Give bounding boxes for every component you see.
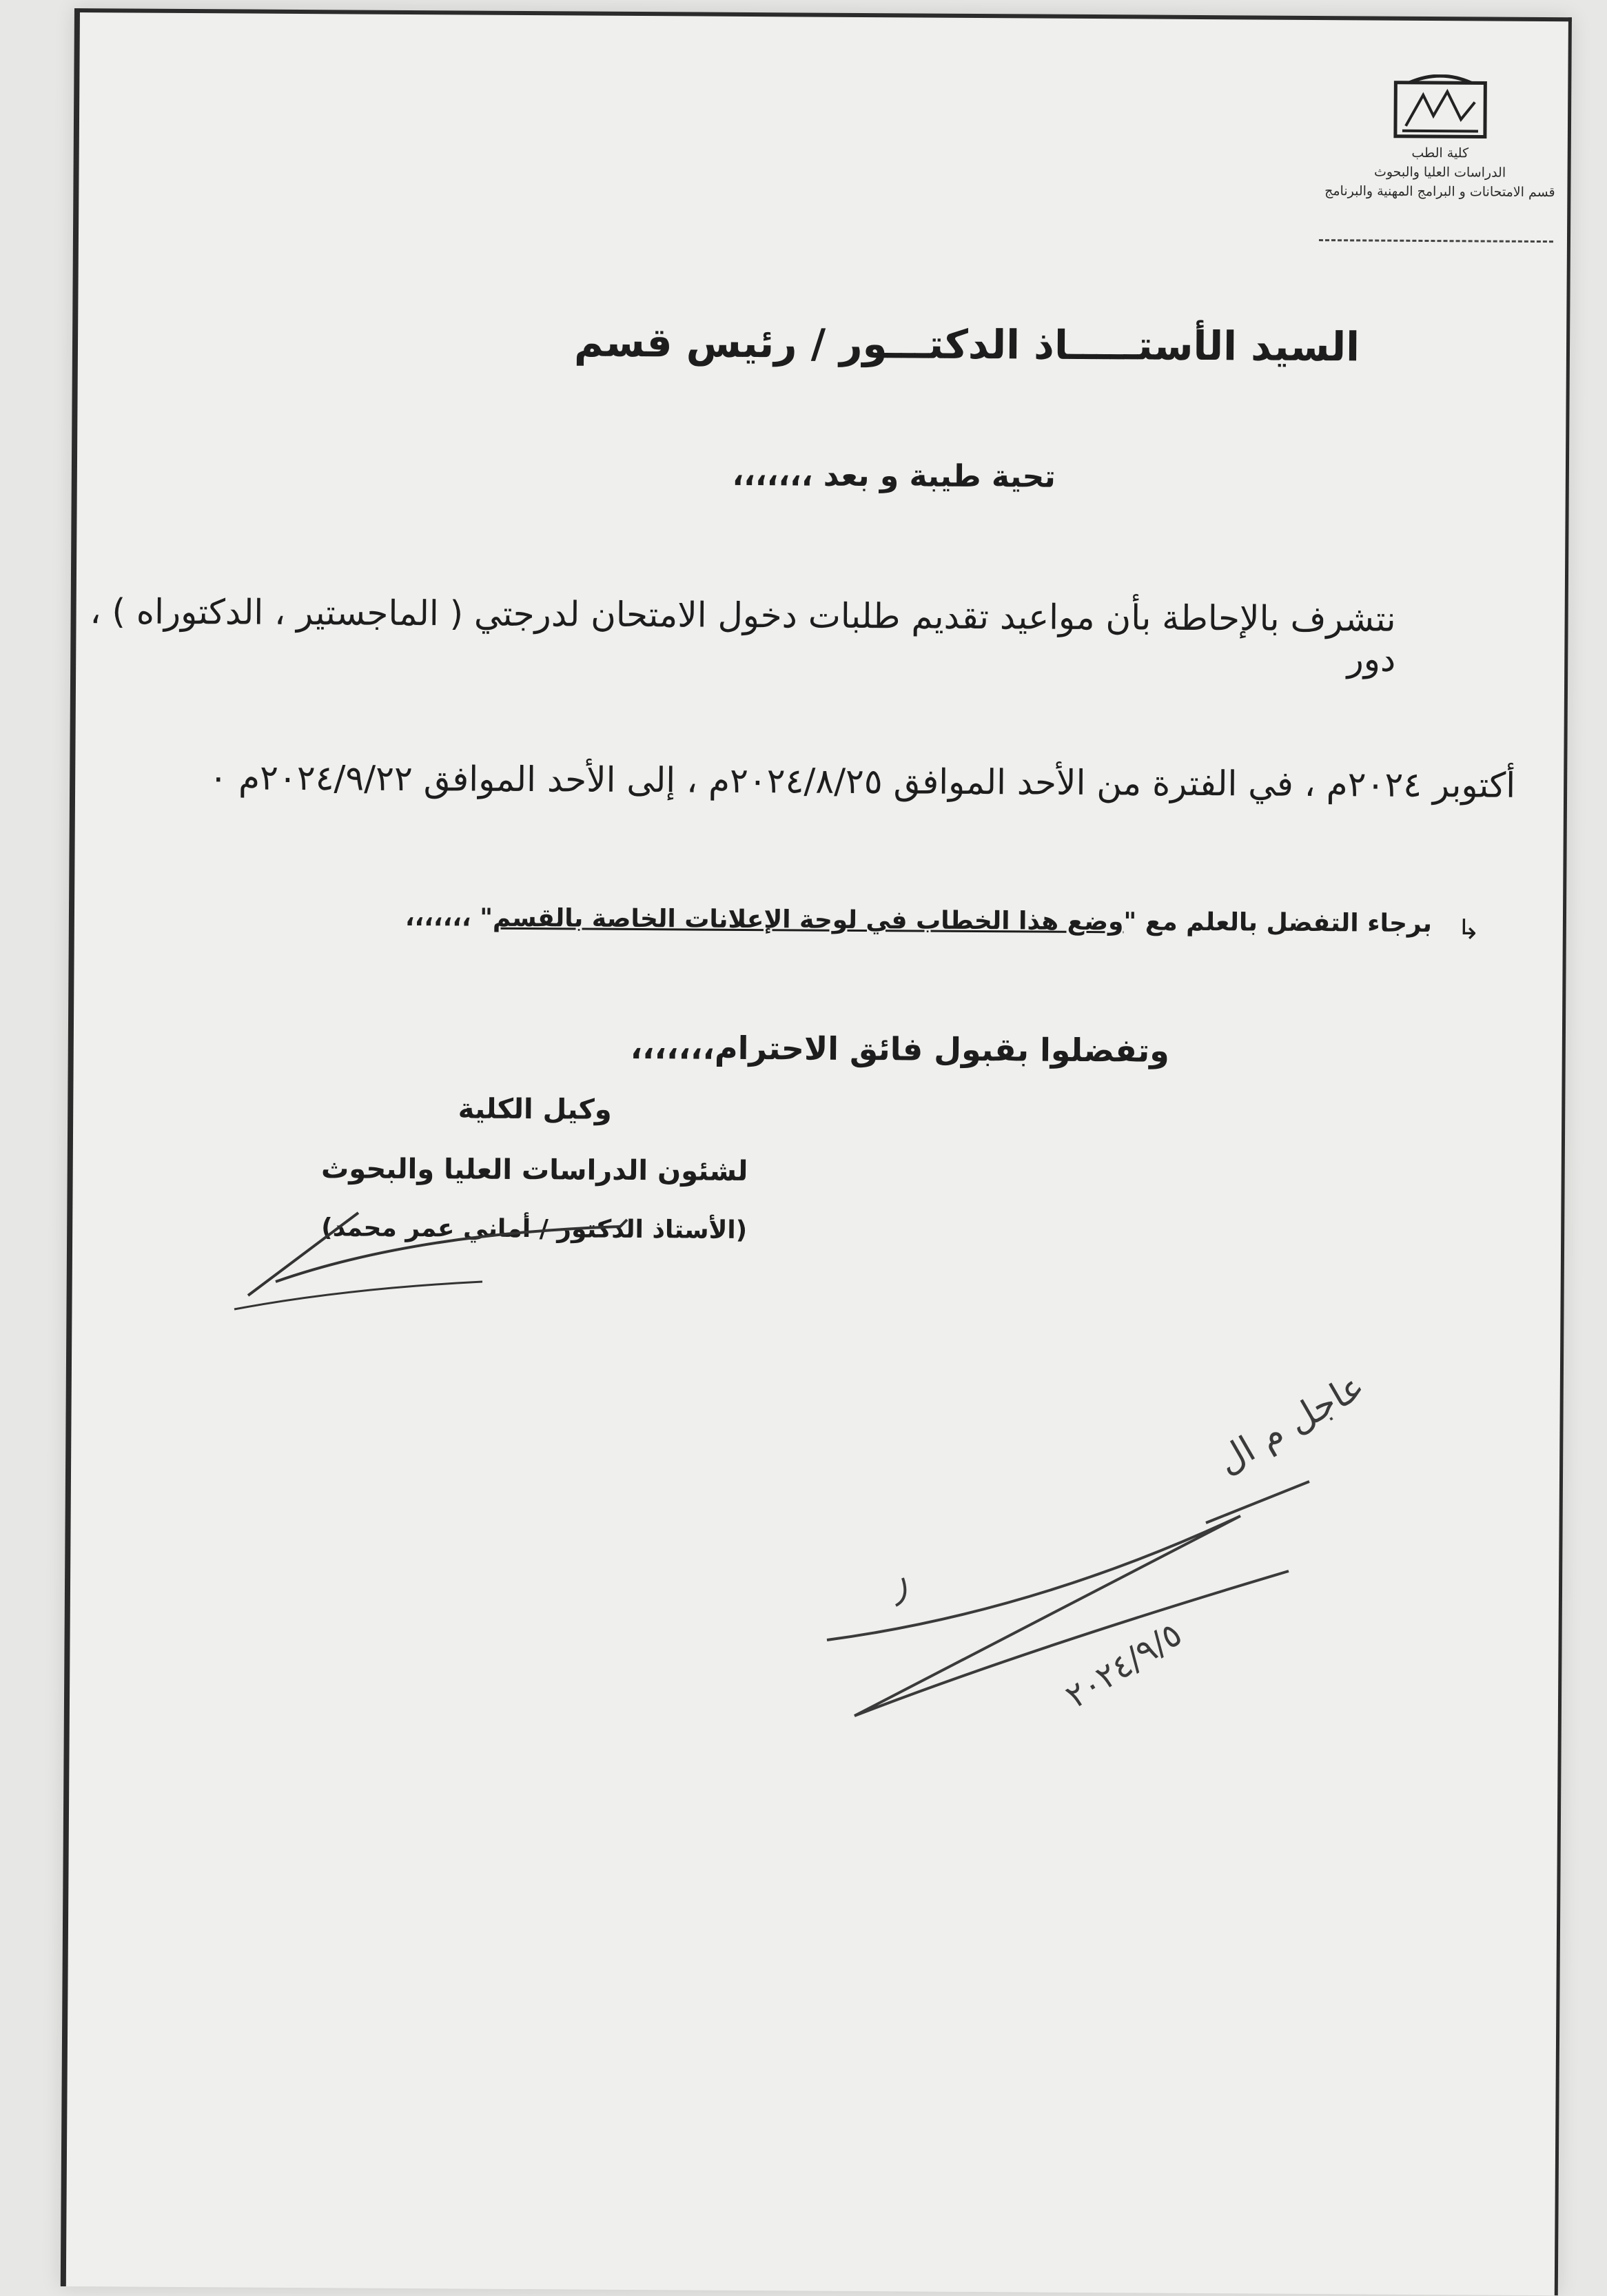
request-prefix: برجاء التفضل بالعلم مع " <box>1123 908 1433 939</box>
handwritten-scribble <box>827 1516 1289 1716</box>
body-line-1: نتشرف بالإحاطة بأن مواعيد تقديم طلبات دخول الامتحان لدرجتي ( الماجستير ، الدكتوراه ) ، دور <box>90 591 1396 679</box>
handwritten-note: عاجل م ال <box>1210 1365 1372 1483</box>
signature-scribble <box>248 1213 627 1295</box>
request-suffix: " ،،،،،،، <box>405 903 493 932</box>
salutation: السيد الأستـــــاذ الدكتـــور / رئيس قسم <box>573 318 1360 371</box>
request-underlined: وضع هذا الخطاب في لوحة الإعلانات الخاصة بالقسم <box>492 903 1124 936</box>
body-line-2: أكتوبر ٢٠٢٤م ، في الفترة من الأحد الموافق ٢٠٢٤/٨/٢٥م ، إلى الأحد الموافق ٢٠٢٤/٩/٢٢م ٠ <box>209 757 1516 806</box>
signature-role: لشئون الدراسات العليا والبحوث <box>320 1153 748 1188</box>
signature-title: وكيل الكلية <box>458 1093 612 1126</box>
department-name: قسم الامتحانات و البرامج المهنية والبرنامج <box>1324 183 1555 201</box>
faculty-name: كلية الطب <box>1411 145 1469 161</box>
bullet-arrow-icon: ↳ <box>1457 914 1481 946</box>
signature-name: (الأستاذ الدكتور / أماني عمر محمد) <box>321 1213 748 1244</box>
division-name: الدراسات العليا والبحوث <box>1373 164 1506 181</box>
handwritten-date: ٢٠٢٤/٩/٥ <box>1058 1615 1189 1716</box>
greeting: تحية طيبة و بعد ،،،،،،، <box>732 457 1056 495</box>
closing-line: وتفضلوا بقبول فائق الاحترام،،،،،،، <box>630 1028 1169 1069</box>
signature-underline <box>234 1282 482 1309</box>
